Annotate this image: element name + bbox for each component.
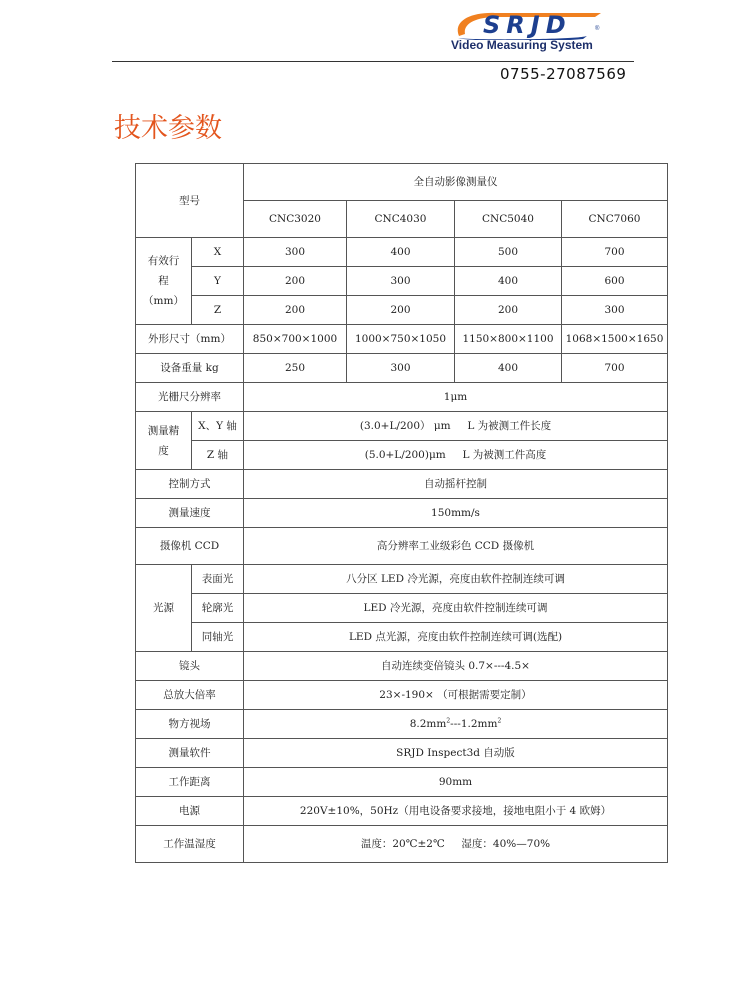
value-cell: 300 — [244, 238, 347, 267]
control-value: 自动摇杆控制 — [244, 470, 668, 499]
light-label: 光源 — [136, 565, 192, 652]
table-row — [136, 652, 668, 681]
speed-label: 测量速度 — [136, 499, 244, 528]
light-value: LED 冷光源，亮度由软件控制连续可调 — [244, 594, 668, 623]
accuracy-label — [136, 412, 192, 470]
grating-value: 1μm — [244, 383, 668, 412]
table-row — [136, 565, 668, 594]
light-value: LED 点光源，亮度由软件控制连续可调(选配) — [244, 623, 668, 652]
software-label: 测量软件 — [136, 739, 244, 768]
light-value: 八分区 LED 冷光源，亮度由软件控制连续可调 — [244, 565, 668, 594]
axis-cell: X、Y 轴 — [192, 412, 244, 441]
value-cell: 200 — [244, 296, 347, 325]
power-label: 电源 — [136, 797, 244, 826]
magnification-value: 23×-190× （可根据需要定制） — [244, 681, 668, 710]
accuracy-formula: (5.0+L/200)μm — [364, 449, 446, 461]
value-cell: 400 — [347, 238, 455, 267]
value-cell: 200 — [244, 267, 347, 296]
value-cell: 1068×1500×1650 — [562, 325, 668, 354]
weight-label: 设备重量 kg — [136, 354, 244, 383]
logo-subtitle: Video Measuring System — [451, 38, 593, 52]
axis-cell: Z 轴 — [192, 441, 244, 470]
table-row — [136, 594, 668, 623]
srjd-logo — [443, 8, 613, 52]
magnification-label: 总放大倍率 — [136, 681, 244, 710]
table-row — [136, 528, 668, 565]
software-value: SRJD Inspect3d 自动版 — [244, 739, 668, 768]
table-row — [136, 470, 668, 499]
camera-label: 摄像机 CCD — [136, 528, 244, 565]
lens-value: 自动连续变倍镜头 0.7×---4.5× — [244, 652, 668, 681]
model-cell: CNC5040 — [455, 201, 562, 238]
value-cell: 250 — [244, 354, 347, 383]
fov-value-b: ---1.2mm — [450, 718, 498, 730]
fov-sup-b: 2 — [497, 717, 502, 725]
environment-temp: 温度：20℃±2℃ — [360, 838, 445, 850]
power-value: 220V±10%，50Hz（用电设备要求接地，接地电阻小于 4 欧姆） — [244, 797, 668, 826]
travel-label-line: 有效行 — [147, 255, 180, 267]
table-row — [136, 267, 668, 296]
value-cell: 400 — [455, 354, 562, 383]
accuracy-formula: (3.0+L/200） μm — [359, 420, 451, 432]
product-name: 全自动影像测量仪 — [244, 164, 668, 201]
camera-value: 高分辨率工业级彩色 CCD 摄像机 — [244, 528, 668, 565]
model-cell: CNC3020 — [244, 201, 347, 238]
accuracy-note: L 为被测工件高度 — [462, 449, 547, 461]
table-row — [136, 710, 668, 739]
accuracy-value — [244, 412, 668, 441]
value-cell: 700 — [562, 238, 668, 267]
value-cell: 400 — [455, 267, 562, 296]
fov-value — [244, 710, 668, 739]
table-row — [136, 238, 668, 267]
value-cell: 500 — [455, 238, 562, 267]
light-name: 同轴光 — [192, 623, 244, 652]
value-cell: 200 — [455, 296, 562, 325]
grating-label: 光栅尺分辨率 — [136, 383, 244, 412]
value-cell: 300 — [562, 296, 668, 325]
table-row — [136, 383, 668, 412]
value-cell: 300 — [347, 267, 455, 296]
phone-number: 0755-27087569 — [500, 65, 627, 83]
table-row — [136, 412, 668, 441]
control-label: 控制方式 — [136, 470, 244, 499]
lens-label: 镜头 — [136, 652, 244, 681]
travel-label-line: 程 — [158, 275, 169, 287]
fov-label: 物方视场 — [136, 710, 244, 739]
accuracy-label-line: 度 — [158, 444, 169, 457]
axis-cell: Z — [192, 296, 244, 325]
logo-mark — [455, 10, 603, 40]
accuracy-note: L 为被测工件长度 — [467, 420, 552, 432]
value-cell: 700 — [562, 354, 668, 383]
light-name: 轮廓光 — [192, 594, 244, 623]
table-row — [136, 441, 668, 470]
axis-cell: Y — [192, 267, 244, 296]
travel-label — [136, 238, 192, 325]
table-row — [136, 739, 668, 768]
distance-label: 工作距离 — [136, 768, 244, 797]
value-cell: 850×700×1000 — [244, 325, 347, 354]
table-row — [136, 623, 668, 652]
dimensions-label: 外形尺寸（mm） — [136, 325, 244, 354]
table-row — [136, 826, 668, 863]
fov-sup-a: 2 — [446, 717, 451, 725]
value-cell: 200 — [347, 296, 455, 325]
value-cell: 300 — [347, 354, 455, 383]
accuracy-value — [244, 441, 668, 470]
accuracy-label-line: 测量精 — [147, 424, 180, 437]
value-cell: 1000×750×1050 — [347, 325, 455, 354]
logo-trademark: ® — [595, 26, 600, 32]
value-cell: 1150×800×1100 — [455, 325, 562, 354]
fov-value-a: 8.2mm — [409, 718, 447, 730]
value-cell: 600 — [562, 267, 668, 296]
logo-text: SRJD — [483, 11, 572, 39]
table-row — [136, 354, 668, 383]
model-cell: CNC7060 — [562, 201, 668, 238]
travel-label-line: （mm） — [143, 295, 184, 307]
environment-humidity: 湿度：40%—70% — [461, 838, 551, 850]
page-title: 技术参数 — [114, 113, 222, 144]
table-row — [136, 296, 668, 325]
table-row — [136, 325, 668, 354]
table-row — [136, 164, 668, 201]
model-label: 型号 — [136, 164, 244, 238]
environment-label: 工作温湿度 — [136, 826, 244, 863]
model-cell: CNC4030 — [347, 201, 455, 238]
environment-value — [244, 826, 668, 863]
speed-value: 150mm/s — [244, 499, 668, 528]
table-row — [136, 797, 668, 826]
header-rule — [112, 61, 634, 62]
distance-value: 90mm — [244, 768, 668, 797]
table-row — [136, 768, 668, 797]
table-row — [136, 681, 668, 710]
spec-table — [135, 163, 668, 863]
axis-cell: X — [192, 238, 244, 267]
table-row — [136, 499, 668, 528]
light-name: 表面光 — [192, 565, 244, 594]
